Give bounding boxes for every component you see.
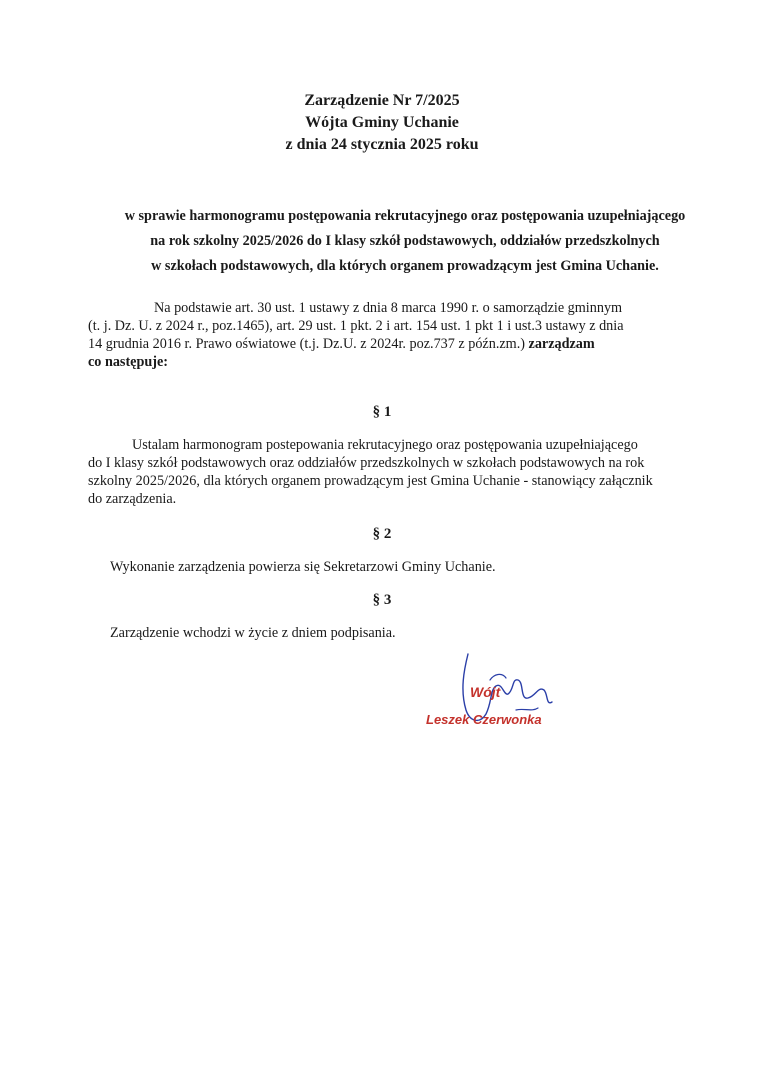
section-1-line: do I klasy szkół podstawowych oraz oddziałów przedszkolnych w szkołach podstawowych na rok: [88, 455, 645, 471]
title-issuer: Wójta Gminy Uchanie: [305, 114, 459, 131]
section-3-line: Zarządzenie wchodzi w życie z dniem podpisania.: [110, 625, 396, 641]
section-1-mark: § 1: [372, 404, 392, 420]
section-1-line: szkolny 2025/2026, dla których organem prowadzącym jest Gmina Uchanie - stanowiący załącznik: [88, 473, 653, 489]
section-1-line: Ustalam harmonogram postepowania rekrutacyjnego oraz postępowania uzupełniającego: [132, 437, 638, 453]
subject-line: w sprawie harmonogramu postępowania rekrutacyjnego oraz postępowania uzupełniającego: [124, 208, 686, 224]
section-2-paragraph: [110, 558, 496, 576]
basis-line: Na podstawie art. 30 ust. 1 ustawy z dnia 8 marca 1990 r. o samorządzie gminnym: [154, 300, 623, 316]
section-1-paragraph: [88, 436, 653, 508]
basis-closing: co następuje:: [88, 354, 168, 370]
section-1-line: do zarządzenia.: [88, 491, 177, 507]
basis-line: 14 grudnia 2016 r. Prawo oświatowe (t.j. Dz.U. z 2024r. poz.737 z późn.zm.) zarządzam: [88, 336, 595, 352]
title-date: z dnia 24 stycznia 2025 roku: [285, 136, 479, 153]
section-3-paragraph: [110, 624, 396, 642]
subject-line: na rok szkolny 2025/2026 do I klasy szkół podstawowych, oddziałów przedszkolnych: [150, 233, 660, 249]
signature-name-stamp: Leszek Czerwonka: [426, 712, 542, 727]
document-title: [0, 90, 764, 156]
title-ordinance-number: Zarządzenie Nr 7/2025: [304, 92, 460, 109]
section-2-mark: § 2: [372, 526, 392, 542]
basis-decree-word: zarządzam: [528, 336, 595, 352]
legal-basis-paragraph: [88, 299, 708, 371]
signature-title-stamp: Wójt: [470, 684, 501, 700]
basis-line: (t. j. Dz. U. z 2024 r., poz.1465), art. 29 ust. 1 pkt. 2 i art. 154 ust. 1 pkt 1 i ust.3 ustawy z dnia: [88, 318, 624, 334]
subject-line: w szkołach podstawowych, dla których organem prowadzącym jest Gmina Uchanie.: [151, 258, 659, 274]
section-2-line: Wykonanie zarządzenia powierza się Sekretarzowi Gminy Uchanie.: [110, 559, 496, 575]
signature-block: [420, 650, 570, 740]
section-3-mark: § 3: [372, 592, 392, 608]
document-subject: [60, 204, 750, 279]
